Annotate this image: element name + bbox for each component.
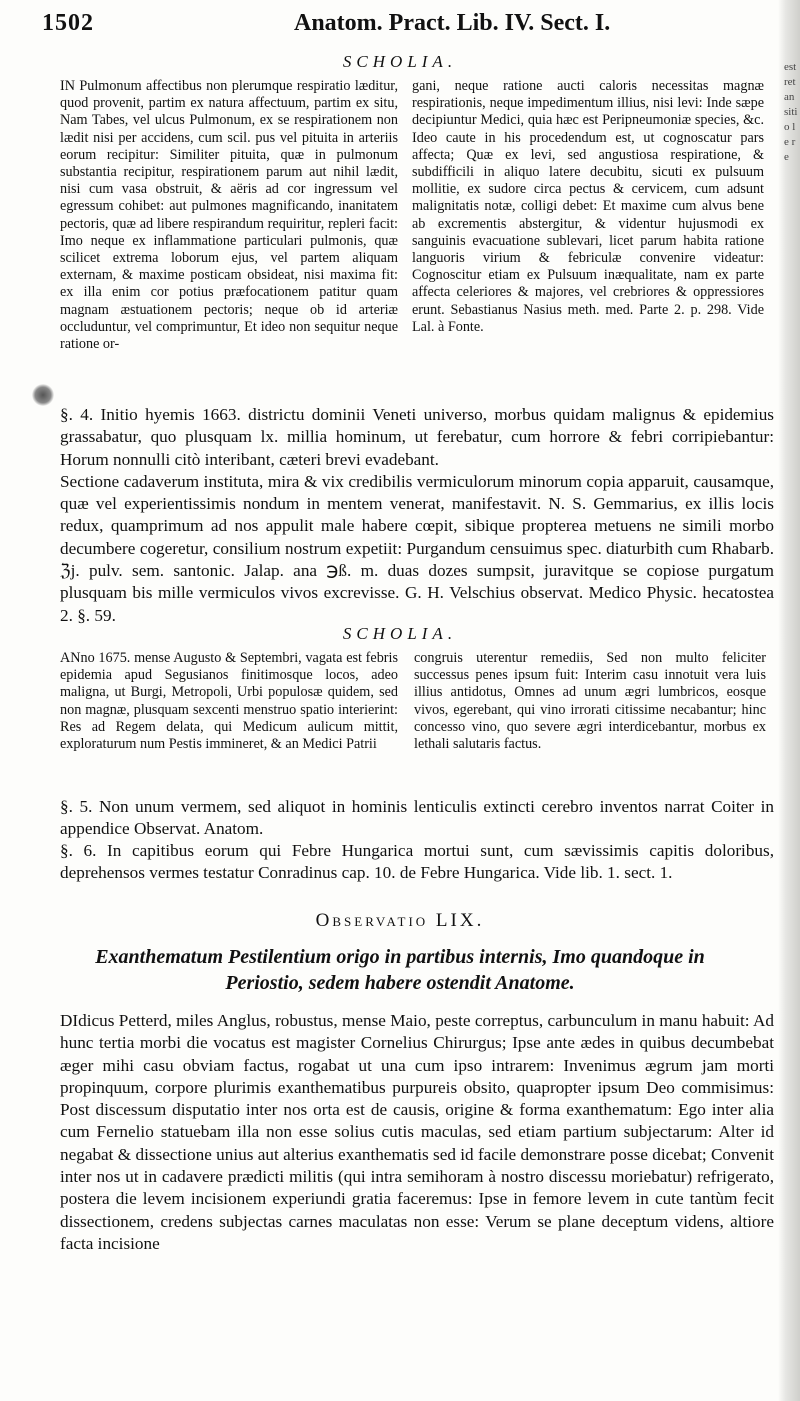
page-header — [32, 8, 772, 44]
scholia-2-left-text: ANno 1675. mense Augusto & Septembri, vagata est febris epidemia apud Segusianos finitimosque locos, adeo maligna, ut Burgi, Metropoli, Urbi populosæ quidem, sed non magnæ, plusquam sexcenti menstruo spatio interierint: Res ad Regem delata, qui Medicum aulicum mittit, exploraturum num Pestis immineret, & an Medici Patrii — [60, 650, 398, 753]
observatio-body-text: DIdicus Petterd, miles Anglus, robustus, mense Maio, peste correptus, carbunculum in manu habuit: Ad hunc tertia morbi die vocatus est magister Cornelius Chirurgus; Ipse ante ædes in quibus decumbebat æger mihi casu obviam factus, rogabat ut una cum ipso intrarem: Invenimus ægrum jam morti propinquum, corpore plurimis exanthematibus purpureis obsito, quapropter ipsum Deo commisimus: Post discessum disputatio inter nos orta est de causis, origine & forma exanthematum: Ego inter alia cum Fernelio statuebam illa non esse solius cutis maculas, sed etiam partium subjectarum: Alter id negabat & dissectione unius aut alterius exanthematis sed id facile demonstrare posse dicebat; Convenit inter nos ut in cadavere prædicti militis (qui intra semihoram à nostro discessu moriebatur) refrigerato, postera die levem incisionem experiundi gratia faceremus: Ipse in femore levem in cute tantùm fecit dissectionem, credens subjectas carnes maculatas non esse: Verum se plane deceptum videns, altiore facta incisione — [60, 1011, 774, 1253]
scholia-1-left-text: IN Pulmonum affectibus non plerumque respiratio læditur, quod provenit, partim ex natura affectuum, partim ex situ, Nam Tabes, vel ulcus Pulmonum, ex se respirationem non lædit nisi per accidens, cum scil. pus vel pituita in arteriis eorum recipitur: Similiter pituita, quæ in pulmonum substantia recipitur, respirationem parum aut nihil lædit, nisi cum vasa obstruit, & aëris ad cor ingressum vel egressum cohibet: aut pulmones magnificando, inanitatem pectoris, quæ ad libere respirandum requiritur, repleri facit: Imo neque ex inflammatione particulari pulmonis, quæ scilicet extrema loborum ejus, vel partem aliquam externam, & maxime posticam obsideat, nisi maxima fit: ex illa enim cor potius præfocationem patitur quam magnam æstuationem pectoris; neque ob id arteriæ occluduntur, vel comprimuntur, Et ideo non sequitur neque ratione or- — [60, 78, 398, 353]
section-6 — [60, 840, 774, 885]
section-4 — [60, 404, 774, 627]
scholia-heading: SCHOLIA. — [342, 624, 458, 643]
observatio-subtitle: Exanthematum Pestilentium origo in partibus internis, Imo quandoque in Periostio, sedem habere ostendit Anatome. — [95, 946, 705, 994]
observatio-title: Observatio LIX. — [315, 910, 485, 931]
adjacent-page-edge — [778, 0, 800, 1401]
scholia-2-right-text: congruis uterentur remediis, Sed non multo feliciter successus penes ipsum fuit: Interim casu innotuit vera luis illius antidotus, Omnes ad unum ægri lumbricos, eosque vivos, egerebant, qui vino irrorati citissime necabantur; hinc concesso vino, quo severe ægri interdicebantur, morbus ex lethali salutaris factus. — [414, 650, 766, 753]
section-5 — [60, 796, 774, 841]
section-4-paragraph-1: §. 4. Initio hyemis 1663. districtu dominii Veneti universo, morbus quidam malignus & epidemius grassabatur, quo plusquam lx. millia hominum, ut ferebatur, cum horrore & febri corripiebantur: Horum nonnulli citò interibant, cæteri brevi evadebant. — [60, 405, 774, 469]
running-title: Anatom. Pract. Lib. IV. Sect. I. — [294, 10, 611, 36]
edge-margin-text: est ret an sitio le re — [784, 61, 798, 163]
ink-blot — [32, 384, 54, 406]
scholia-2-right-column — [414, 650, 766, 778]
scholia-2-left-column — [60, 650, 398, 778]
scholia-heading: SCHOLIA. — [342, 52, 458, 71]
scholia-1-right-column — [412, 78, 764, 392]
page-number: 1502 — [42, 10, 94, 36]
section-5-text: §. 5. Non unum vermem, sed aliquot in hominis lenticulis extincti cerebro inventos narrat Coiter in appendice Observat. Anatom. — [60, 797, 774, 839]
section-6-text: §. 6. In capitibus eorum qui Febre Hungarica mortui sunt, cum sævissimis capitis doloribus, deprehensos vermes testatur Conradinus cap. 10. de Febre Hungarica. Vide lib. 1. sect. 1. — [60, 841, 774, 883]
section-4-paragraph-2: Sectione cadaverum instituta, mira & vix credibilis vermiculorum minorum copia apparuit, causamque, quæ vel experientissimis nondum in mentem venerat, manifestavit. N. S. Gemmarius, ex illis locis redux, quamprimum ad nos appulit male habere cœpit, sibique propterea metuens ne simili morbo decumbere cogeretur, consilium nostrum expetiit: Purgandum censuimus spec. diaturbith cum Rhabarb. ℨj. pulv. sem. santonic. Jalap. ana ℈ß. m. duas dozes sumpsit, juravitque se copiose purgatum plusquam bis mille vermiculos vivos excrevisse. G. H. Velschius observat. Medico Physic. hecatostea 2. §. 59. — [60, 471, 774, 625]
scholia-1-right-text: gani, neque ratione aucti caloris necessitas magnæ respirationis, neque impedimentum illius, nisi levi: Inde sæpe decipiuntur Medici, quia hæc est Peripneumoniæ species, &c. Ideo caute in his procedendum est, ut cognoscatur pars affecta; Quæ ex levi, sed angustiosa respiratione, & subdifficili in aliquo latere decubitu, sicuti ex pulsuum mollitie, ex sudore circa pectus & cervicem, cum adsunt malignitatis notæ, colligi debet: Et maxime cum alvus bene ab excrementis abstergitur, & videntur hujusmodi ex sanguinis evacuatione sublevari, licet parum habita ratione languoris virium & febriculæ convenire videatur: Cognoscitur etiam ex Pulsuum inæqualitate, nam ex parte affecta celeriores & majores, vel crebriores & oppressiores erunt. Sebastianus Nasius meth. med. Parte 2. p. 298. Vide Lal. à Fonte. — [412, 78, 764, 335]
observatio-body — [60, 1010, 774, 1396]
scholia-1-left-column — [60, 78, 398, 392]
